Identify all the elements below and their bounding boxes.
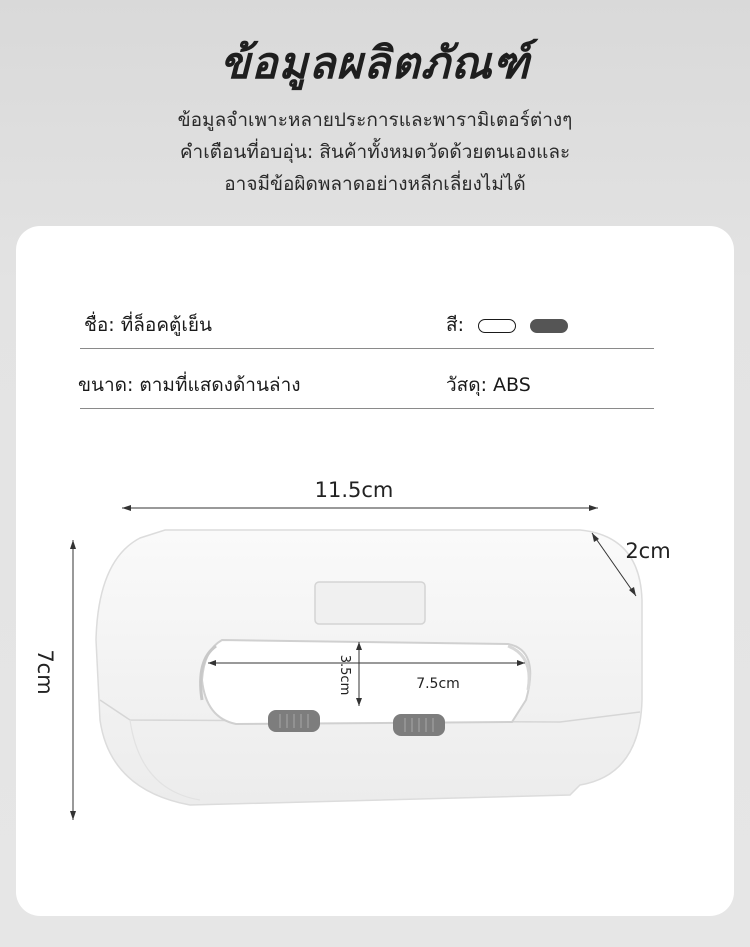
slider-button-left (268, 710, 320, 732)
size-spec: ขนาด: ตามที่แสดงด้านล่าง (78, 374, 301, 396)
dimension-inner-width-label: 7.5cm (416, 676, 460, 692)
description-line-2: คำเตือนที่อบอุ่น: สินค้าทั้งหมดวัดด้วยตนเองและ (179, 141, 571, 163)
description-line-1: ข้อมูลจำเพาะหลายประการและพารามิเตอร์ต่างๆ (177, 109, 573, 131)
page-title: ข้อมูลผลิตภัณฑ์ (219, 38, 531, 89)
material-spec: วัสดุ: ABS (446, 374, 531, 396)
fridge-lock-image (96, 530, 642, 805)
dimension-height-label: 7cm (33, 649, 57, 695)
slider-button-right (393, 714, 445, 736)
dimension-width (122, 478, 598, 511)
dimension-inner-height-label: 3.5cm (337, 654, 352, 696)
product-name: ชื่อ: ที่ล็อคตู้เย็น (84, 314, 212, 336)
dimension-depth-label: 2cm (625, 539, 671, 563)
description-line-3: อาจมีข้อผิดพลาดอย่างหลีกเลี่ยงไม่ได้ (224, 173, 526, 195)
dimension-height (33, 540, 76, 820)
color-label: สี: (446, 314, 464, 336)
dimension-width-label: 11.5cm (314, 478, 394, 502)
